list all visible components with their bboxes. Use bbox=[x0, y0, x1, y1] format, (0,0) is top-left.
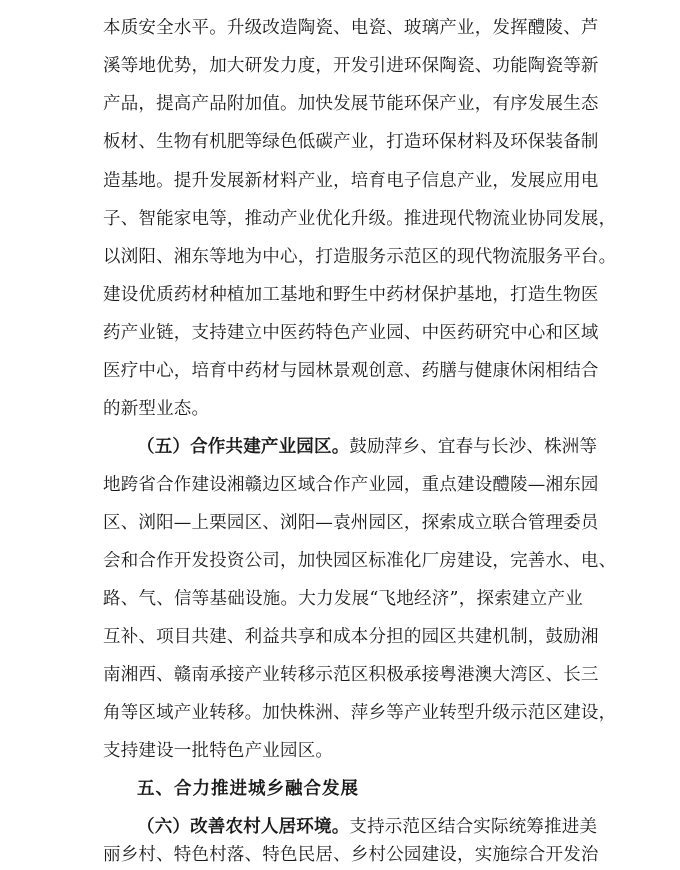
paragraph-first-line bbox=[137, 432, 598, 462]
section-heading: 五、合力推进城乡融合发展 bbox=[137, 779, 359, 799]
paragraph-first-line bbox=[137, 812, 598, 842]
text-line: 本质安全水平。升级改造陶瓷、电瓷、玻璃产业，发挥醴陵、芦 bbox=[103, 18, 599, 38]
text-line: 子、智能家电等，推动产业优化升级。推进现代物流业协同发展， bbox=[103, 209, 617, 229]
text-line: 丽乡村、特色村落、特色民居、乡村公园建设，实施综合开发治 bbox=[103, 845, 599, 865]
text-line: 造基地。提升发展新材料产业，培育电子信息产业，发展应用电 bbox=[103, 171, 599, 191]
text-line: 药产业链，支持建立中医药特色产业园、中医药研究中心和区域 bbox=[103, 323, 599, 343]
text-line: 以浏阳、湘东等地为中心，打造服务示范区的现代物流服务平台。 bbox=[103, 247, 617, 267]
text-line: 角等区域产业转移。加快株洲、萍乡等产业转型升级示范区建设， bbox=[103, 703, 617, 723]
text-line: 互补、项目共建、利益共享和成本分担的园区共建机制，鼓励湘 bbox=[103, 627, 599, 647]
paragraph-lead: （六）改善农村人居环境。 bbox=[137, 817, 350, 837]
text-line: 溪等地优势，加大研发力度，开发引进环保陶瓷、功能陶瓷等新 bbox=[103, 56, 599, 76]
text-line: 地跨省合作建设湘赣边区域合作产业园，重点建设醴陵—湘东园 bbox=[103, 475, 599, 495]
text-line: 板材、生物有机肥等绿色低碳产业，打造环保材料及环保装备制 bbox=[103, 132, 599, 152]
text-span: 鼓励萍乡、宜春与长沙、株洲等 bbox=[349, 437, 598, 457]
text-line: 建设优质药材种植加工基地和野生中药材保护基地，打造生物医 bbox=[103, 285, 599, 305]
text-line: 的新型业态。 bbox=[103, 399, 210, 419]
text-line: 产品，提高产品附加值。加快发展节能环保产业，有序发展生态 bbox=[103, 94, 599, 114]
text-span: 支持示范区结合实际统筹推进美 bbox=[349, 817, 598, 837]
text-line: 会和合作开发投资公司，加快园区标准化厂房建设，完善水、电、 bbox=[103, 551, 617, 571]
text-line: 医疗中心，培育中药材与园林景观创意、药膳与健康休闲相结合 bbox=[103, 361, 599, 381]
text-line: 支持建设一批特色产业园区。 bbox=[103, 741, 334, 761]
text-line: 路、气、信等基础设施。大力发展“飞地经济”，探索建立产业 bbox=[103, 589, 583, 609]
paragraph-lead: （五）合作共建产业园区。 bbox=[137, 437, 350, 457]
text-line: 区、浏阳—上栗园区、浏阳—袁州园区，探索成立联合管理委员 bbox=[103, 513, 599, 533]
text-line: 南湘西、赣南承接产业转移示范区积极承接粤港澳大湾区、长三 bbox=[103, 665, 599, 685]
